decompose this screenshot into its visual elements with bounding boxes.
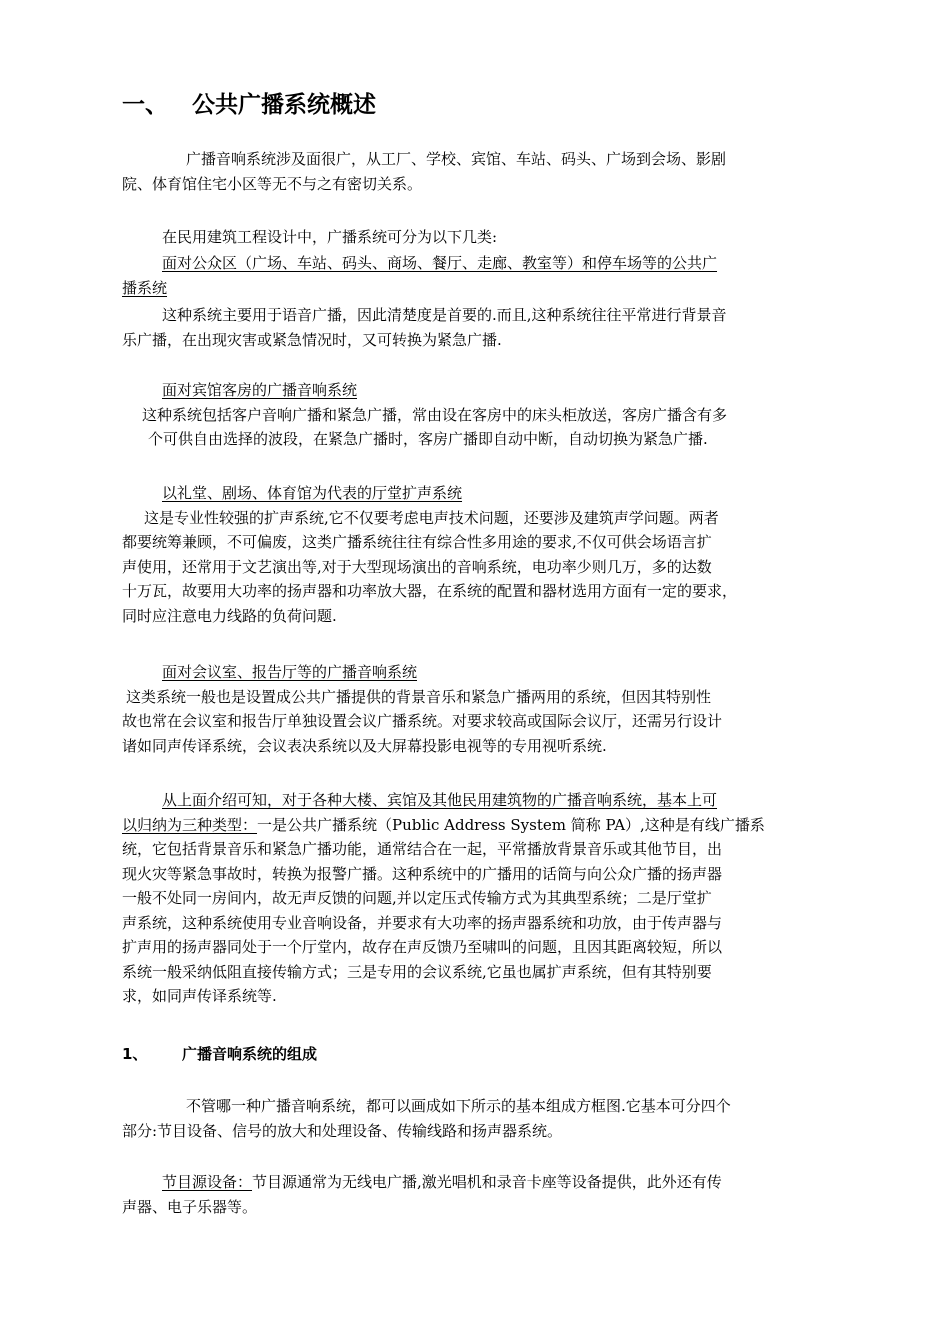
sub-heading: [122, 1042, 830, 1066]
section-3-body-line-5: 同时应注意电力线路的负荷问题.: [122, 606, 337, 625]
classify-intro-text: 在民用建筑工程设计中，广播系统可分为以下几类:: [162, 228, 498, 246]
summary-underlined-1: 从上面介绍可知，对于各种大楼、宾馆及其他民用建筑物的广播音响系统，基本上可: [162, 791, 718, 809]
summary-line-9: 求，如同声传译系统等.: [122, 987, 277, 1005]
summary-underlined-2: 以归纳为三种类型：: [122, 815, 258, 834]
section-4-title: 面对会议室、报告厅等的广播音响系统: [162, 663, 418, 681]
composition-line-2: 部分:节目设备、信号的放大和处理设备、传输线路和扬声器系统。: [122, 1121, 563, 1140]
summary-line-8: 系统一般采纳低阻直接传输方式；三是专用的会议系统,它虽也属扩声系统，但有其特别要: [122, 962, 712, 981]
section-1-body-line-1: 这种系统主要用于语音广播，因此清楚度是首要的.而且,这种系统往往平常进行背景音: [162, 306, 727, 324]
section-3-body-line-3: 声使用，还常用于文艺演出等,对于大型现场演出的音响系统，电功率少则几万，多的达数: [122, 557, 712, 576]
section-hotel-rooms: [122, 378, 830, 452]
main-heading: [122, 90, 830, 120]
classify-intro: [122, 225, 830, 250]
summary-line-2-rest: 一是公共广播系统（Public Address System 简称 PA）,这种是有线广播系: [257, 815, 765, 834]
source-line-1-rest: 节目源通常为无线电广播,激光唱机和录音卡座等设备提供，此外还有传: [252, 1173, 722, 1191]
section-2-title: 面对宾馆客房的广播音响系统: [162, 381, 358, 399]
composition-paragraph: [122, 1094, 830, 1143]
summary-line-3: 统，它包括背景音乐和紧急广播功能，通常结合在一起，平常播放背景音乐或其他节目，出: [122, 840, 723, 858]
section-2-body-line-1: 这种系统包括客户音响广播和紧急广播，常由设在客房中的床头柜放送，客房广播含有多: [142, 405, 728, 424]
source-line-2: 声器、电子乐器等。: [122, 1197, 258, 1216]
section-3-body-line-4: 十万瓦，故要用大功率的扬声器和功率放大器，在系统的配置和器材选用方面有一定的要求，: [122, 582, 738, 600]
composition-line-1: 不管哪一种广播音响系统，都可以画成如下所示的基本组成方框图.它基本可分四个: [186, 1097, 731, 1115]
summary-line-4: 现火灾等紧急事故时，转换为报警广播。这种系统中的广播用的话筒与向公众广播的扬声器: [122, 864, 723, 883]
section-4-body-line-1: 这类系统一般也是设置成公共广播提供的背景音乐和紧急广播两用的系统，但因其特别性: [126, 687, 712, 706]
sub-heading-number: 1、: [122, 1045, 148, 1063]
section-3-body-line-1: 这是专业性较强的扩声系统,它不仅要考虑电声技术问题，还要涉及建筑声学问题。两者: [144, 508, 719, 527]
summary-line-6: 声系统，这种系统使用专业音响设备，并要求有大功率的扬声器系统和功放，由于传声器与: [122, 913, 723, 932]
section-4-body-line-3: 诸如同声传译系统，会议表决系统以及大屏幕投影电视等的专用视听系统.: [122, 736, 607, 755]
section-1-title-line-2: 播系统: [122, 278, 168, 297]
section-hall: [122, 481, 830, 628]
heading-number: 一、: [122, 92, 168, 118]
section-1-title-line-1: 面对公众区（广场、车站、码头、商场、餐厅、走廊、教室等）和停车场等的公共广: [162, 254, 718, 272]
intro-paragraph: [122, 147, 830, 196]
section-3-title: 以礼堂、剧场、体育馆为代表的厅堂扩声系统: [162, 484, 463, 502]
source-devices-paragraph: [122, 1170, 830, 1219]
intro-line-1: 广播音响系统涉及面很广，从工厂、学校、宾馆、车站、码头、广场到会场、影剧: [186, 150, 727, 168]
heading-title: 公共广播系统概述: [192, 92, 376, 118]
section-3-body-line-2: 都要统筹兼顾，不可偏废，这类广播系统往往有综合性多用途的要求,不仅可供会场语言扩: [122, 533, 712, 551]
section-meeting-room: [122, 660, 830, 758]
section-4-body-line-2: 故也常在会议室和报告厅单独设置会议广播系统。对要求较高或国际会议厅，还需另行设计: [122, 712, 723, 730]
summary-line-5: 一般不处同一房间内，故无声反馈的问题,并以定压式传输方式为其典型系统；二是厅堂扩: [122, 889, 712, 907]
section-public-area: [122, 251, 830, 352]
section-2-body-line-2: 个可供自由选择的波段，在紧急广播时，客房广播即自动中断，自动切换为紧急广播.: [148, 430, 708, 448]
summary-paragraph: [122, 788, 830, 1009]
section-1-body-line-2: 乐广播，在出现灾害或紧急情况时，又可转换为紧急广播.: [122, 330, 502, 349]
intro-line-2: 院、体育馆住宅小区等无不与之有密切关系。: [122, 174, 423, 193]
summary-line-7: 扩声用的扬声器同处于一个厅堂内，故存在声反馈乃至啸叫的问题，且因其距离较短，所以: [122, 938, 723, 956]
source-label: 节目源设备：: [162, 1173, 253, 1191]
sub-heading-title: 广播音响系统的组成: [182, 1045, 318, 1063]
